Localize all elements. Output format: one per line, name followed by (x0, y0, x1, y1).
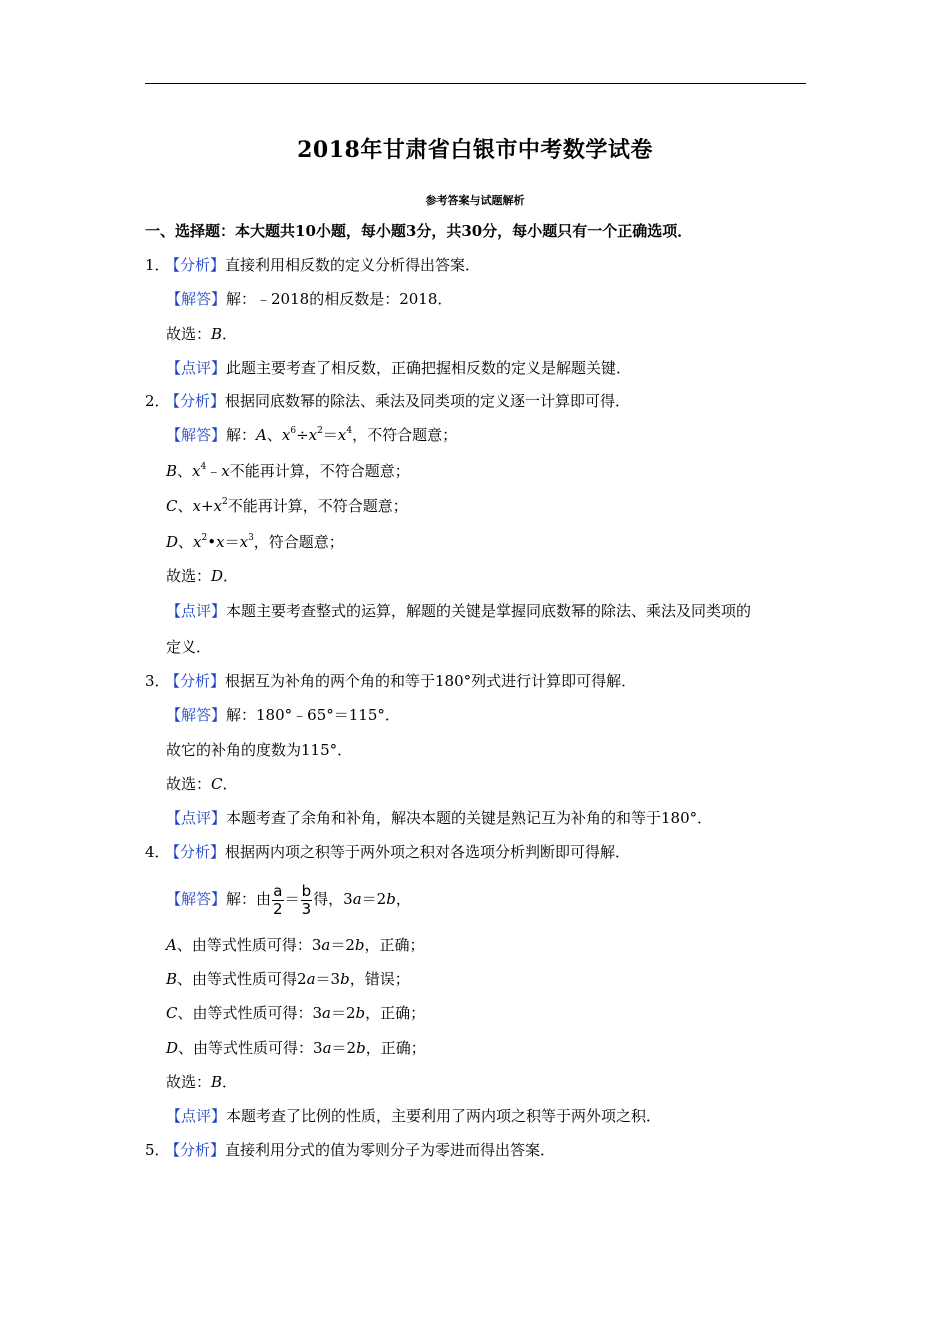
q3-choice: 故选：C． (166, 775, 238, 793)
exponent: 6 (290, 426, 297, 436)
solution-tail: 不能再计算，不符合题意； (229, 462, 410, 480)
solution-text: 解：180°﹣65°＝115°． (226, 706, 400, 724)
fraction-b-over-3 (301, 883, 313, 918)
variable: a (352, 890, 362, 908)
equals-coefficient: ＝2 (331, 1039, 357, 1057)
operator: ÷ (296, 426, 309, 444)
operator: • (207, 533, 217, 551)
variable: x (221, 462, 230, 480)
equals-coefficient: ＝2 (330, 1004, 356, 1022)
variable: x (216, 533, 225, 551)
comment-text: 本题主要考查整式的运算，解题的关键是掌握同底数幂的除法、乘法及同类项的 (226, 602, 752, 620)
question-number: 4． (145, 843, 170, 861)
q3-solution (166, 705, 400, 725)
section-heading: 一、选择题：本大题共10小题，每小题3分，共30分，每小题只有一个正确选项． (145, 222, 693, 240)
q1-solution (166, 289, 452, 309)
analysis-tag: 【分析】 (165, 843, 226, 861)
separator: 、 (177, 462, 193, 480)
variable: a (321, 936, 331, 954)
option-letter: D (166, 1039, 179, 1057)
option-text: 、由等式性质可得：3 (176, 936, 322, 954)
solution-post: 得， (313, 890, 344, 908)
equals: ＝ (322, 426, 338, 444)
solution-prefix: 解：由 (226, 890, 272, 908)
option-letter: B (166, 462, 178, 480)
q4-option-c (166, 1003, 425, 1023)
solution-tag: 【解答】 (166, 426, 227, 444)
separator: 、 (177, 497, 193, 515)
operator: ﹣ (206, 462, 222, 480)
comment-tag: 【点评】 (166, 602, 227, 620)
comment-text: 此题主要考查了相反数，正确把握相反数的定义是解题关键． (226, 359, 632, 377)
q2-comment-cont: 定义． (166, 638, 212, 656)
fraction-a-over-2 (272, 883, 284, 918)
comment-tag: 【点评】 (166, 359, 227, 377)
comment-tag: 【点评】 (166, 1107, 227, 1125)
analysis-tag: 【分析】 (165, 672, 226, 690)
q4-solution (166, 879, 411, 919)
q2-solution-b (166, 461, 410, 481)
q5-analysis (145, 1140, 555, 1160)
variable: b (354, 936, 365, 954)
analysis-text: 根据互为补角的两个角的和等于180°列式进行计算即可得解． (225, 672, 637, 690)
fraction-denominator: 3 (301, 899, 312, 918)
q2-solution-c (166, 496, 408, 516)
q2-solution-a (166, 425, 457, 445)
variable: x (193, 533, 202, 551)
choice-prefix: 故选： (166, 775, 212, 793)
analysis-text: 根据同底数幂的除法、乘法及同类项的定义逐一计算即可得． (225, 392, 631, 410)
variable: b (340, 970, 350, 988)
variable: x (281, 426, 291, 444)
variable: a (306, 970, 316, 988)
question-number: 2． (145, 392, 170, 410)
choice-letter: B (211, 1073, 223, 1091)
choice-letter: D (211, 567, 224, 585)
exponent: 3 (248, 533, 254, 543)
option-letter: A (256, 426, 267, 444)
solution-prefix: 解： (226, 426, 257, 444)
equals: ＝ (224, 533, 240, 551)
choice-prefix: 故选： (166, 1073, 212, 1091)
fraction-numerator: a (273, 881, 283, 900)
analysis-text: 直接利用分式的值为零则分子为零进而得出答案． (225, 1141, 556, 1159)
analysis-text: 根据两内项之积等于两外项之积对各选项分析判断即可得解． (225, 843, 631, 861)
choice-prefix: 故选： (166, 325, 212, 343)
coefficient: 3 (343, 890, 353, 908)
variable: a (322, 1004, 331, 1022)
solution-text: 解：﹣2018的相反数是：2018． (226, 290, 453, 308)
page-title: 2018年甘肃省白银市中考数学试卷 (297, 137, 653, 163)
solution-tail: 不能再计算，不符合题意； (227, 497, 408, 515)
question-number: 1． (145, 256, 170, 274)
variable: x (192, 497, 201, 515)
equals-coefficient: ＝2 (361, 890, 387, 908)
exponent: 2 (317, 426, 323, 436)
analysis-tag: 【分析】 (165, 392, 226, 410)
option-letter: A (166, 936, 177, 954)
comment-text: 本题考查了余角和补角，解决本题的关键是熟记互为补角的和等于180°． (226, 809, 713, 827)
q3-comment (166, 808, 712, 828)
q2-comment (166, 601, 751, 621)
page-subtitle: 参考答案与试题解析 (425, 194, 525, 207)
q4-option-d (166, 1038, 426, 1058)
option-tail: ，正确； (365, 1004, 426, 1022)
analysis-text: 直接利用相反数的定义分析得出答案． (225, 256, 481, 274)
solution-tail: ，符合题意； (253, 533, 344, 551)
q2-analysis (145, 391, 630, 411)
analysis-tag: 【分析】 (165, 1141, 226, 1159)
option-tail: ，错误； (349, 970, 410, 988)
option-text: 、由等式性质可得：3 (177, 1004, 323, 1022)
solution-tail: ，不符合题意； (352, 426, 458, 444)
separator: 、 (178, 533, 194, 551)
analysis-tag: 【分析】 (165, 256, 226, 274)
q4-choice: 故选：B． (166, 1073, 238, 1091)
variable: x (239, 533, 249, 551)
q2-choice: 故选：D． (166, 567, 239, 585)
equals-coefficient: ＝3 (315, 970, 341, 988)
solution-tag: 【解答】 (166, 706, 227, 724)
punctuation: ， (395, 890, 411, 908)
variable: b (356, 1039, 366, 1057)
q1-choice: 故选：B． (166, 325, 238, 343)
solution-tag: 【解答】 (166, 890, 227, 908)
q4-option-b (166, 969, 410, 989)
q3-solution-line2: 故它的补角的度数为115°． (166, 741, 353, 759)
equals: ＝ (284, 890, 300, 908)
comment-text: 本题考查了比例的性质，主要利用了两内项之积等于两外项之积． (226, 1107, 662, 1125)
question-number: 3． (145, 672, 170, 690)
exponent: 2 (201, 533, 208, 543)
q4-comment (166, 1106, 661, 1126)
exponent: 2 (222, 497, 228, 507)
q1-analysis (145, 255, 480, 275)
option-letter: C (166, 497, 178, 515)
variable: b (386, 890, 396, 908)
option-text: 、由等式性质可得：3 (178, 1039, 323, 1057)
q4-option-a (166, 935, 425, 955)
q2-solution-d (166, 532, 344, 552)
fraction-denominator: 2 (273, 899, 283, 918)
exponent: 4 (200, 462, 207, 472)
comment-tag: 【点评】 (166, 809, 227, 827)
separator: 、 (266, 426, 282, 444)
variable: a (322, 1039, 332, 1057)
option-letter: C (166, 1004, 178, 1022)
question-number: 5． (145, 1141, 170, 1159)
solution-tag: 【解答】 (166, 290, 227, 308)
variable: x (337, 426, 347, 444)
variable: x (213, 497, 223, 515)
variable: b (355, 1004, 366, 1022)
q4-analysis (145, 842, 630, 862)
option-tail: ，正确； (365, 1039, 426, 1057)
equals-coefficient: ＝2 (330, 936, 355, 954)
choice-letter: B (211, 325, 223, 343)
fraction-numerator: b (301, 881, 312, 900)
option-text: 、由等式性质可得2 (177, 970, 307, 988)
option-letter: B (166, 970, 178, 988)
option-letter: D (166, 533, 179, 551)
variable: x (308, 426, 318, 444)
q1-comment (166, 358, 631, 378)
operator: + (200, 497, 214, 515)
q3-analysis (145, 671, 636, 691)
choice-letter: C (211, 775, 223, 793)
choice-prefix: 故选： (166, 567, 212, 585)
header-rule (145, 83, 806, 84)
variable: x (192, 462, 201, 480)
exponent: 4 (346, 426, 353, 436)
option-tail: ，正确； (364, 936, 425, 954)
